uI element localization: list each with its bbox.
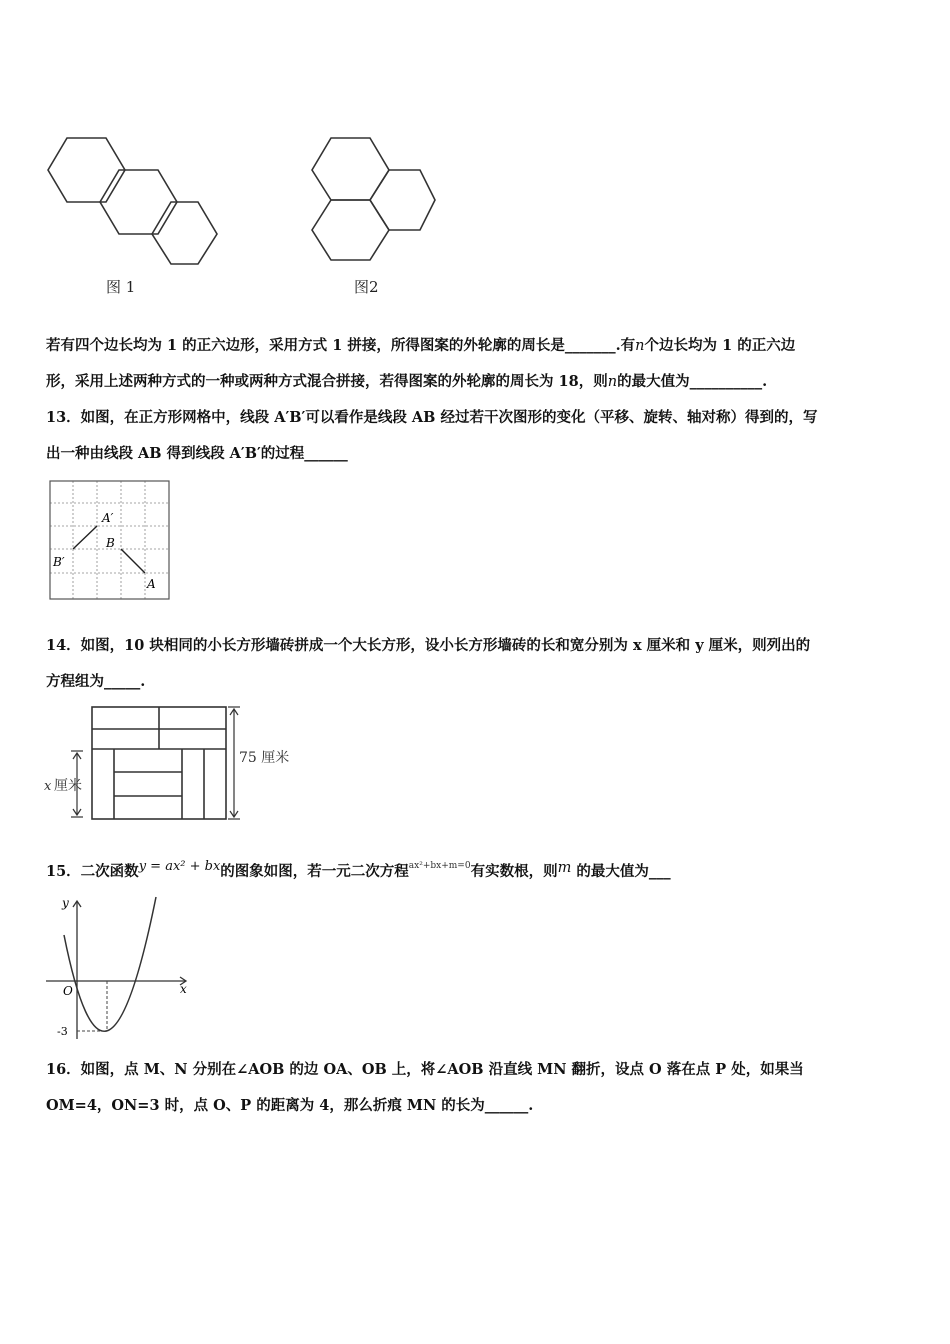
q12-line-2: 形，采用上述两种方式的一种或两种方式混合拼接，若得图案的外轮廓的周长为 18，则n的最大值为__________. — [46, 373, 768, 390]
hexagon-1a — [48, 138, 125, 202]
question-12 — [46, 328, 906, 400]
parabola-curve — [64, 897, 156, 1031]
segment-a-b — [121, 549, 145, 573]
brick-figure — [40, 700, 300, 828]
hexagon-figures — [40, 130, 460, 300]
figure-1-label: 图 1 — [106, 278, 136, 296]
q13-line-1: 13．如图，在正方形网格中，线段 A′B′可以看作是线段 AB 经过若干次图形的变化（平移、旋转、轴对称）得到的，写 — [46, 409, 818, 426]
hexagon-2b — [370, 170, 435, 230]
hexagon-2c — [312, 200, 389, 260]
q14-line-1: 14．如图，10 块相同的小长方形墙砖拼成一个大长方形，设小长方形墙砖的长和宽分别为 x 厘米和 y 厘米，则列出的 — [46, 637, 811, 654]
x-axis-label: x — [180, 982, 187, 996]
function-expression: y = ax² + bx — [138, 859, 221, 874]
height-label: 75 厘米 — [239, 750, 290, 766]
equation-expression: ax²+bx+m=0 — [408, 861, 471, 871]
q13-line-2: 出一种由线段 AB 得到线段 A′B′的过程______ — [46, 445, 348, 462]
label-b-prime: B′ — [53, 555, 65, 569]
hexagon-2a — [312, 138, 389, 200]
x-unit-label: 厘米 — [54, 778, 82, 794]
question-16 — [46, 1052, 906, 1124]
figure-2-label: 图2 — [354, 278, 379, 296]
label-a-prime: A′ — [102, 511, 114, 525]
y-axis-label: y — [62, 896, 69, 910]
hexagon-1c — [152, 202, 217, 264]
grid-figure — [46, 478, 174, 602]
question-13 — [46, 400, 906, 472]
q16-line-1: 16．如图，点 M、N 分别在∠AOB 的边 OA、OB 上，将∠AOB 沿直线 MN 翻折，设点 O 落在点 P 处，如果当 — [46, 1061, 804, 1078]
hexagon-1b — [100, 170, 177, 234]
segment-a-prime-b-prime — [73, 526, 97, 549]
question-14 — [46, 628, 906, 700]
origin-label: O — [63, 984, 73, 998]
label-b: B — [106, 536, 115, 550]
x-label: x — [44, 779, 52, 794]
min-value-label: -3 — [57, 1025, 68, 1038]
q12-line-1: 若有四个边长均为 1 的正六边形，采用方式 1 拼接，所得图案的外轮廓的周长是_______.有n个边长均为 1 的正六边 — [46, 337, 796, 354]
question-15 — [46, 848, 906, 884]
q14-line-2: 方程组为_____. — [46, 673, 146, 690]
q16-line-2: OM=4，ON=3 时，点 O、P 的距离为 4，那么折痕 MN 的长为______. — [46, 1097, 534, 1114]
q15-line-1: 15．二次函数y = ax² + bx的图象如图，若一元二次方程$^{ax^2+bx+m=0}$有实数根，则m 的最大值为___ — [46, 859, 671, 880]
label-a: A — [147, 577, 156, 591]
parabola-figure — [46, 895, 196, 1045]
